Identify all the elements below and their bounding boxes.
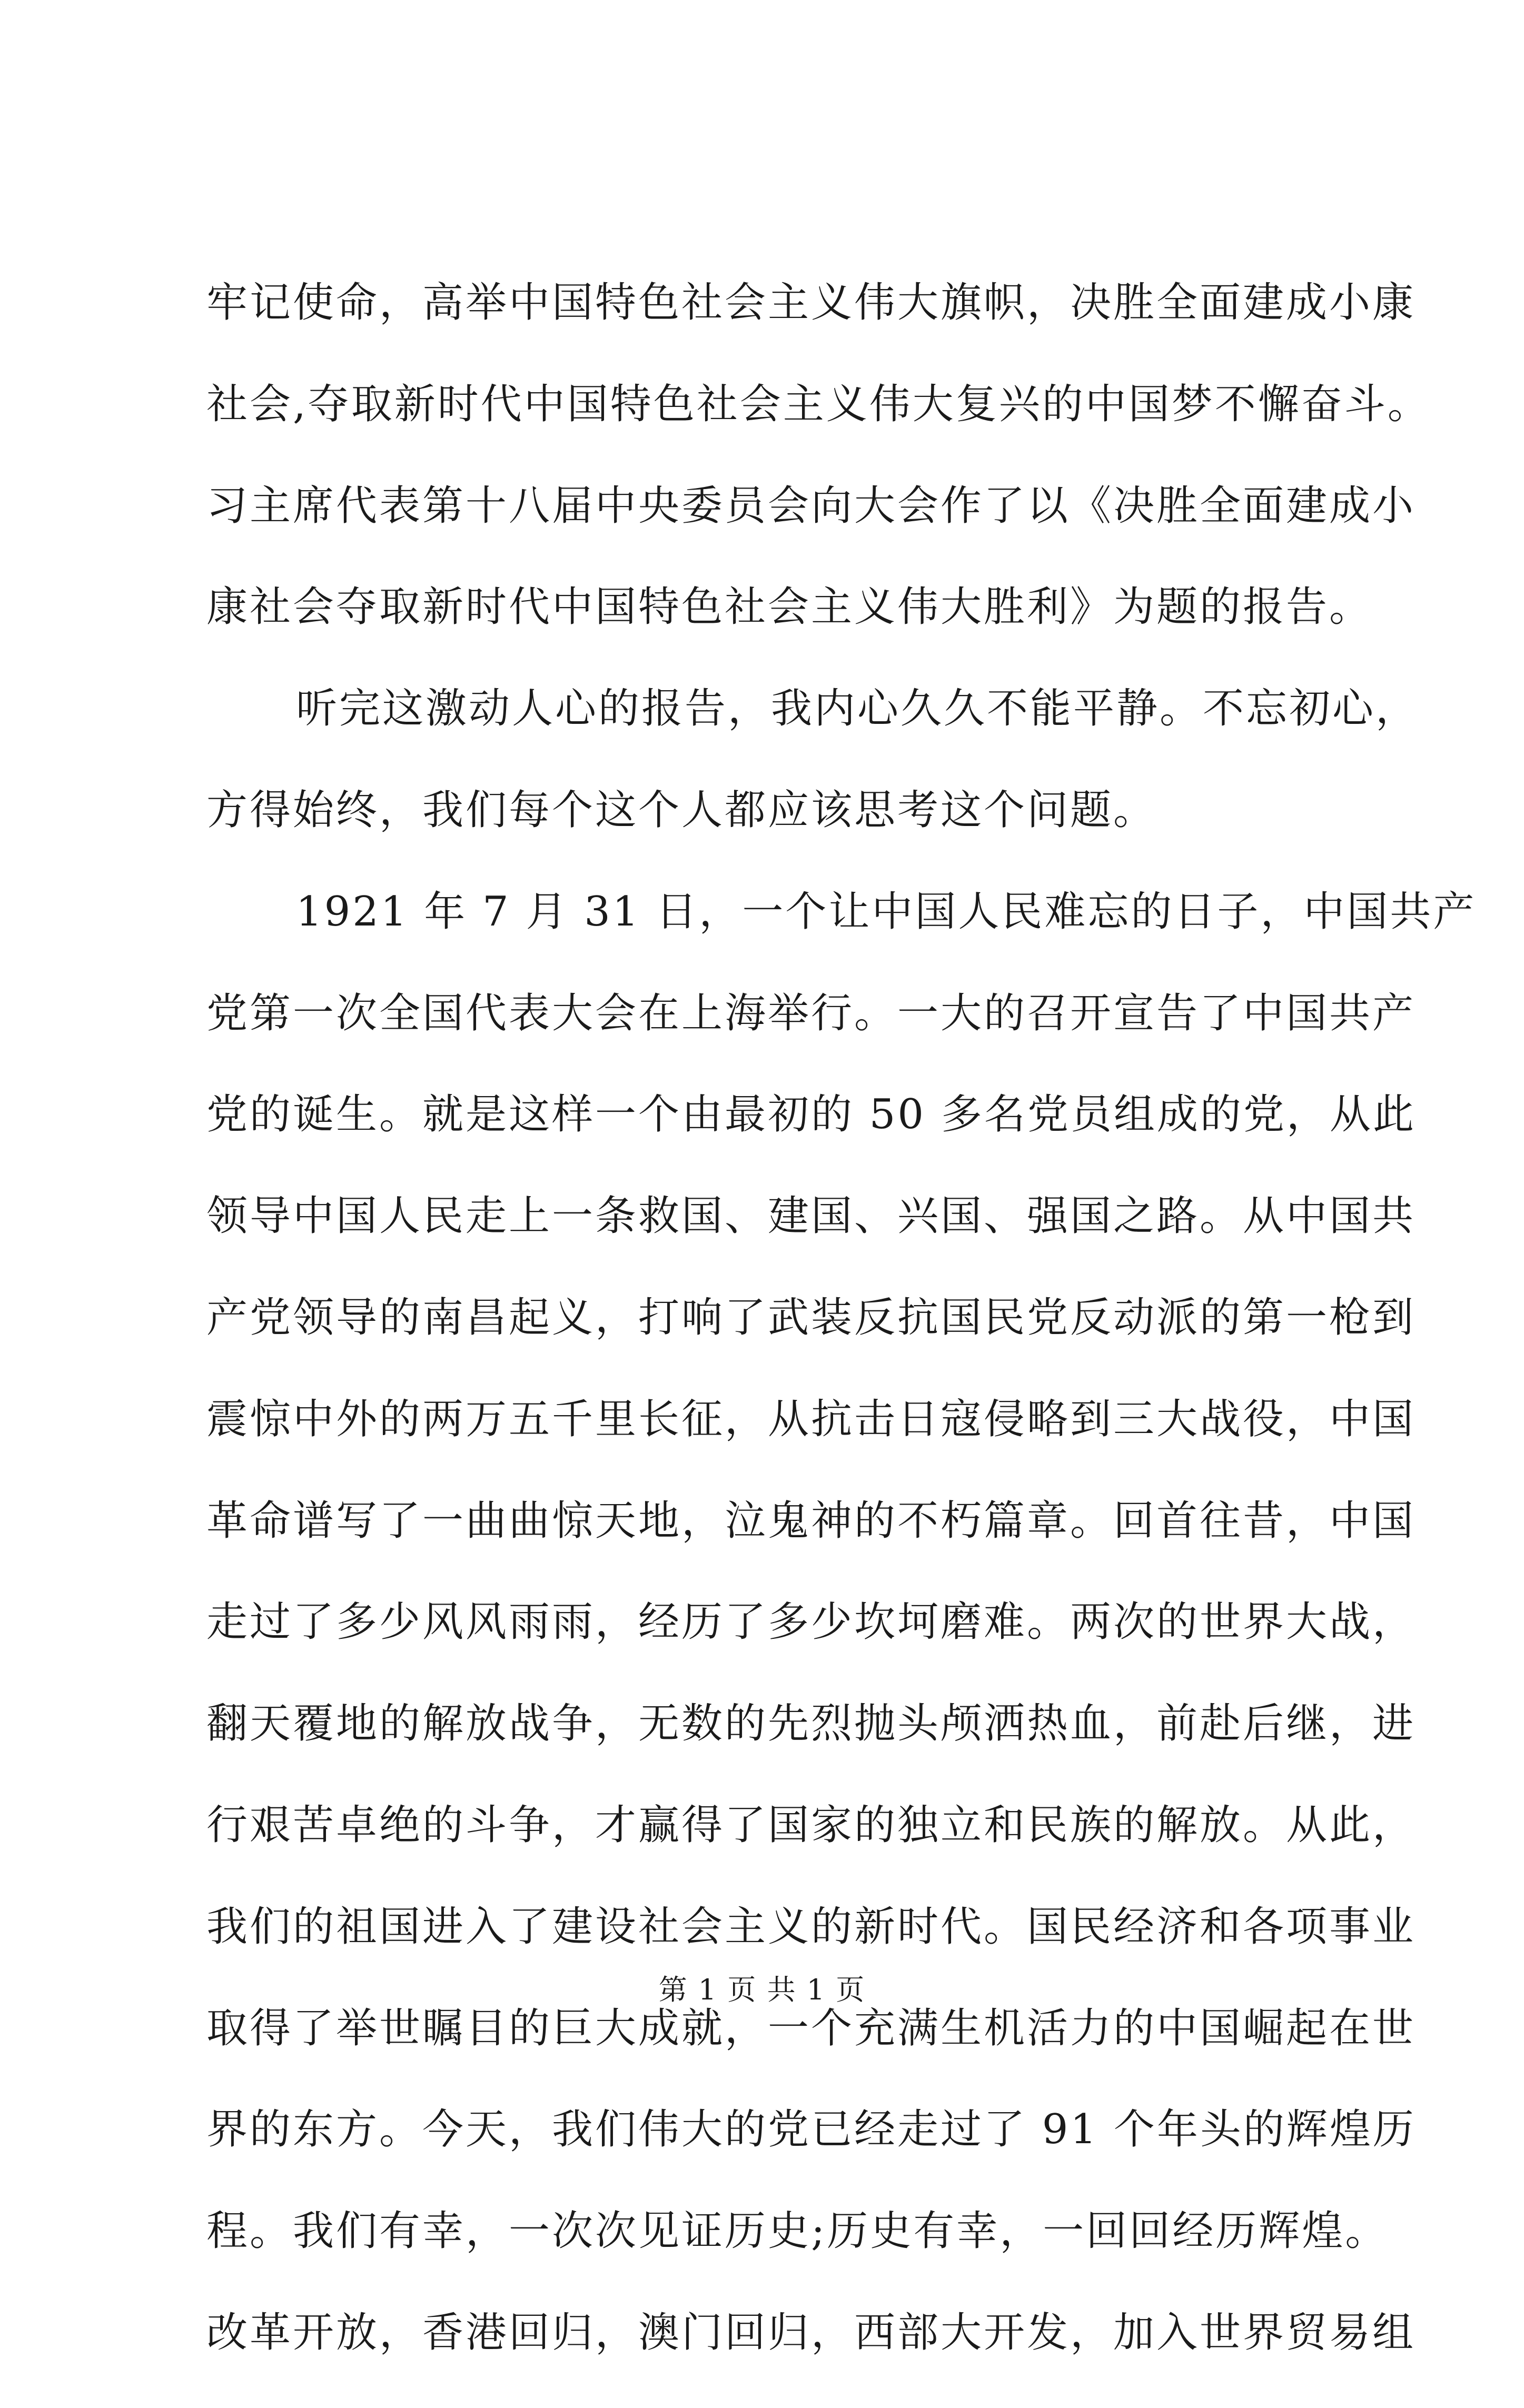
- text-line: 行艰苦卓绝的斗争，才赢得了国家的独立和民族的解放。从此，: [206, 1801, 1416, 1849]
- text-line: 党的诞生。就是这样一个由最初的 50 多名党员组成的党，从此: [206, 1091, 1416, 1139]
- text-line: 习主席代表第十八届中央委员会向大会作了以《决胜全面建成小: [206, 482, 1416, 530]
- text-line: 康社会夺取新时代中国特色社会主义伟大胜利》为题的报告。: [206, 583, 1373, 631]
- text-line: 界的东方。今天，我们伟大的党已经走过了 91 个年头的辉煌历: [206, 2106, 1416, 2154]
- text-line: 牢记使命，高举中国特色社会主义伟大旗帜，决胜全面建成小康: [206, 279, 1416, 326]
- text-line: 改革开放，香港回归，澳门回归，西部大开发，加入世界贸易组: [206, 2309, 1416, 2356]
- text-line: 走过了多少风风雨雨，经历了多少坎坷磨难。两次的世界大战，: [206, 1598, 1416, 1646]
- text-line: 党第一次全国代表大会在上海举行。一大的召开宣告了中国共产: [206, 989, 1416, 1037]
- text-line: 领导中国人民走上一条救国、建国、兴国、强国之路。从中国共: [206, 1192, 1416, 1240]
- text-line: 我们的祖国进入了建设社会主义的新时代。国民经济和各项事业: [206, 1903, 1416, 1951]
- text-line: 产党领导的南昌起义，打响了武装反抗国民党反动派的第一枪到: [206, 1293, 1416, 1341]
- text-line: 革命谱写了一曲曲惊天地，泣鬼神的不朽篇章。回首往昔，中国: [206, 1497, 1416, 1545]
- text-line: 社会,夺取新时代中国特色社会主义伟大复兴的中国梦不懈奋斗。: [206, 380, 1431, 428]
- page-footer: 第 1 页 共 1 页: [658, 1973, 866, 2006]
- document-body: [206, 276, 1477, 2408]
- text-line: 1921 年 7 月 31 日，一个让中国人民难忘的日子，中国共产: [296, 888, 1477, 936]
- text-line: 取得了举世瞩目的巨大成就，一个充满生机活力的中国崛起在世: [206, 2004, 1416, 2052]
- text-line: 翻天覆地的解放战争，无数的先烈抛头颅洒热血，前赴后继，进: [206, 1700, 1416, 1748]
- text-line: 震惊中外的两万五千里长征，从抗击日寇侵略到三大战役，中国: [206, 1395, 1416, 1443]
- text-line: 程。我们有幸，一次次见证历史;历史有幸，一回回经历辉煌。: [206, 2207, 1389, 2255]
- text-line: 方得始终，我们每个这个人都应该思考这个问题。: [206, 786, 1157, 834]
- text-line: 听完这激动人心的报告，我内心久久不能平静。不忘初心，: [296, 685, 1419, 733]
